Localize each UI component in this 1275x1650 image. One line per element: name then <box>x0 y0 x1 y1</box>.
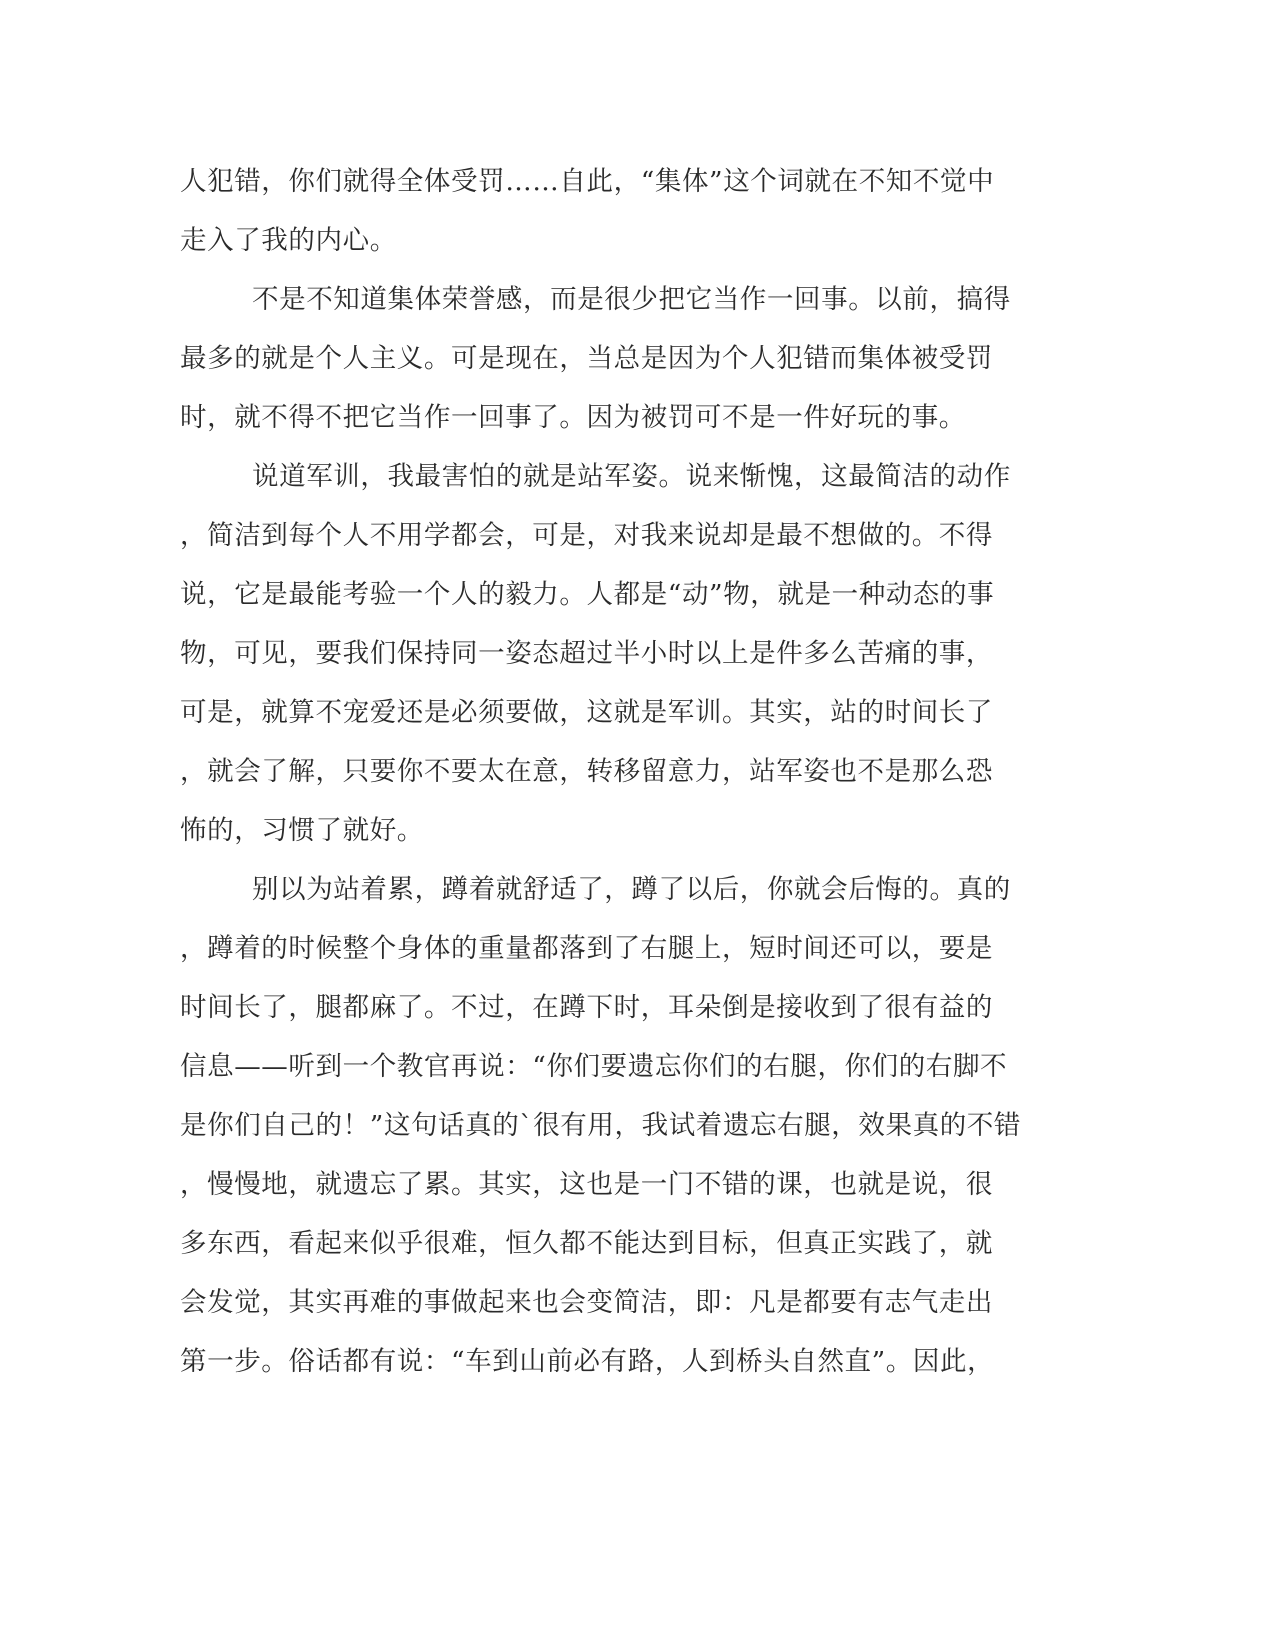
text-line: 人犯错，你们就得全体受罚……自此，“集体”这个词就在不知不觉中 <box>180 166 995 197</box>
text-line: ，蹲着的时候整个身体的重量都落到了右腿上，短时间还可以，要是 <box>180 933 993 964</box>
text-line: 时，就不得不把它当作一回事了。因为被罚可不是一件好玩的事。 <box>180 402 966 433</box>
text-line: 可是，就算不宠爱还是必须要做，这就是军训。其实，站的时间长了 <box>180 697 993 728</box>
text-line: ，就会了解，只要你不要太在意，转移留意力，站军姿也不是那么恐 <box>180 756 993 787</box>
text-line: ，慢慢地，就遗忘了累。其实，这也是一门不错的课，也就是说，很 <box>180 1169 993 1200</box>
body-text <box>180 160 1040 1399</box>
text-line: 信息——听到一个教官再说：“你们要遗忘你们的右腿，你们的右脚不 <box>180 1051 1008 1082</box>
text-line: 物，可见，要我们保持同一姿态超过半小时以上是件多么苦痛的事， <box>180 638 993 669</box>
text-line: 是你们自己的！”这句话真的`很有用，我试着遗忘右腿，效果真的不错 <box>180 1110 1021 1141</box>
text-line: 时间长了，腿都麻了。不过，在蹲下时，耳朵倒是接收到了很有益的 <box>180 992 993 1023</box>
text-line: 第一步。俗话都有说：“车到山前必有路，人到桥头自然直”。因此， <box>180 1346 995 1377</box>
paragraph-start-line: 说道军训，我最害怕的就是站军姿。说来惭愧，这最简洁的动作 <box>252 461 1011 492</box>
text-line: 会发觉，其实再难的事做起来也会变简洁，即：凡是都要有志气走出 <box>180 1287 993 1318</box>
text-line: 怖的，习惯了就好。 <box>180 815 424 846</box>
text-line: 多东西，看起来似乎很难，恒久都不能达到目标，但真正实践了，就 <box>180 1228 993 1259</box>
text-line: 最多的就是个人主义。可是现在，当总是因为个人犯错而集体被受罚 <box>180 343 993 374</box>
paragraph-start-line: 不是不知道集体荣誉感，而是很少把它当作一回事。以前，搞得 <box>252 284 1011 315</box>
text-line: 走入了我的内心。 <box>180 225 397 256</box>
paragraph-start-line: 别以为站着累，蹲着就舒适了，蹲了以后，你就会后悔的。真的 <box>252 874 1011 905</box>
text-line: ，简洁到每个人不用学都会，可是，对我来说却是最不想做的。不得 <box>180 520 993 551</box>
text-line: 说，它是最能考验一个人的毅力。人都是“动”物，就是一种动态的事 <box>180 579 995 610</box>
